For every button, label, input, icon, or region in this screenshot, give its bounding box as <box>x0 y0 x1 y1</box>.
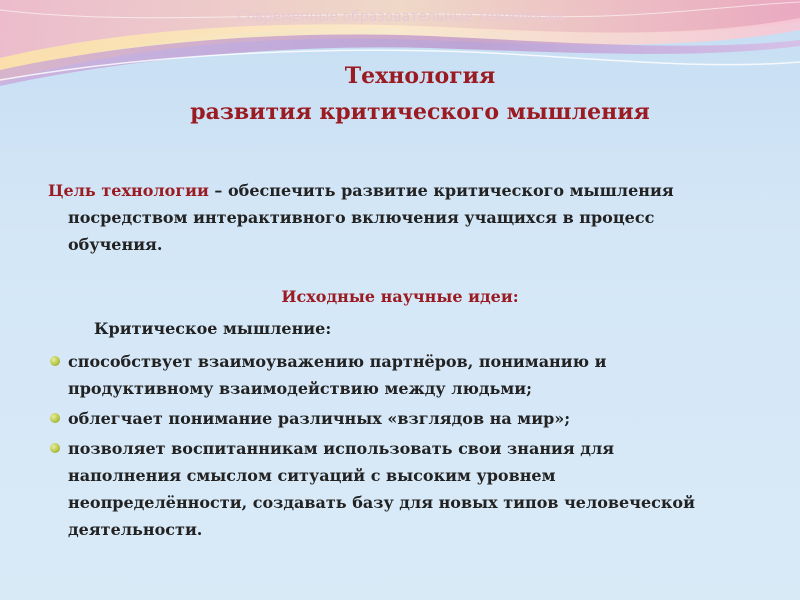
green-sphere-bullet-icon <box>50 413 60 423</box>
item-2-line-1: облегчает понимание различных «взглядов на мир»; <box>68 409 571 428</box>
slide-title <box>60 58 780 130</box>
goal-line-1 <box>48 177 748 204</box>
goal-lead: Цель технологии <box>48 181 209 200</box>
list-item <box>50 405 750 432</box>
list-item <box>50 435 750 543</box>
green-sphere-bullet-icon <box>50 356 60 366</box>
title-line-1: Технология <box>344 63 496 89</box>
item-1-line-2: продуктивному взаимодействию между людьми; <box>68 379 533 398</box>
item-3-line-4: деятельности. <box>68 520 203 539</box>
ideas-heading: Исходные научные идеи: <box>281 287 519 306</box>
ideas-list <box>50 348 750 546</box>
ideas-subject: Критическое мышление: <box>94 319 332 338</box>
item-3-line-2: наполнения смыслом ситуаций с высоким уровнем <box>68 466 556 485</box>
goal-line-3: обучения. <box>68 235 163 254</box>
title-line-2: развития критического мышления <box>190 99 650 125</box>
goal-line-2: посредством интерактивного включения учащихся в процесс <box>68 208 655 227</box>
goal-text-1: – обеспечить развитие критического мышления <box>208 181 674 200</box>
goal-paragraph <box>48 177 748 258</box>
green-sphere-bullet-icon <box>50 443 60 453</box>
item-3-line-1: позволяет воспитанникам использовать свои знания для <box>68 439 615 458</box>
header-caption: Современные образовательные технологии <box>236 9 564 25</box>
item-1-line-1: способствует взаимоуважению партнёров, пониманию и <box>68 352 607 371</box>
item-3-line-3: неопределённости, создавать базу для новых типов человеческой <box>68 493 695 512</box>
list-item <box>50 348 750 402</box>
